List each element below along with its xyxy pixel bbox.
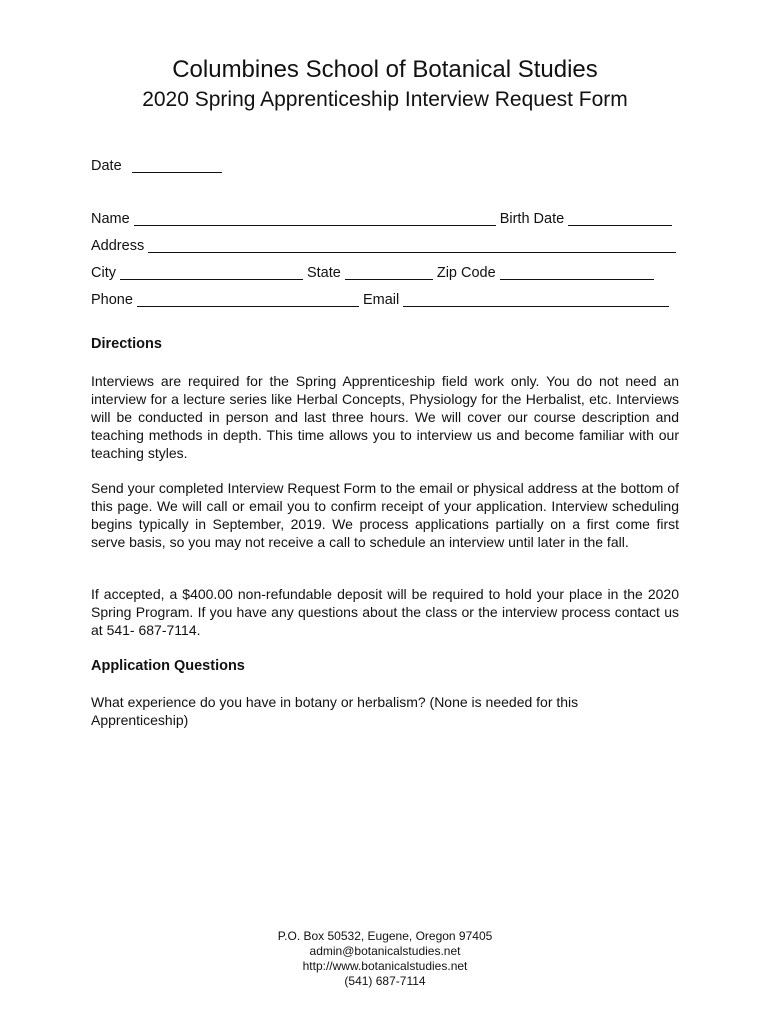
name-label: Name: [91, 211, 130, 227]
directions-paragraph-2: Send your completed Interview Request Form to the email or physical address at the bottom of this page. We will call or email you to confirm receipt of your application. Interview scheduling begins typically in September, 2019. We process applications partially on a first come first serve basis, so you may not receive a call to schedule an interview until later in the fall.: [91, 480, 679, 550]
directions-heading: Directions: [91, 336, 162, 352]
city-row: [91, 265, 658, 281]
footer-email[interactable]: admin@botanicalstudies.net: [309, 944, 461, 958]
footer-address: P.O. Box 50532, Eugene, Oregon 97405: [277, 929, 493, 943]
email-field[interactable]: [403, 292, 669, 307]
address-label: Address: [91, 238, 145, 254]
date-field[interactable]: [132, 158, 222, 173]
city-label: City: [91, 265, 116, 281]
form-title: 2020 Spring Apprenticeship Interview Request Form: [142, 88, 628, 111]
phone-field[interactable]: [137, 292, 359, 307]
email-label: Email: [362, 292, 400, 308]
phone-row: [91, 292, 673, 308]
school-title: Columbines School of Botanical Studies: [172, 56, 598, 83]
name-field[interactable]: [134, 211, 496, 226]
phone-label: Phone: [91, 292, 133, 308]
directions-paragraph-3: If accepted, a $400.00 non-refundable deposit will be required to hold your place in the 2020 Spring Program. If you have any questions about the class or the interview process contact us at 541- 687-7114.: [91, 586, 679, 638]
application-questions-heading: Application Questions: [91, 658, 245, 674]
footer-phone: (541) 687-7114: [344, 974, 426, 988]
address-row: [91, 238, 680, 254]
zip-field[interactable]: [500, 265, 654, 280]
city-field[interactable]: [120, 265, 303, 280]
question-1: What experience do you have in botany or herbalism? (None is needed for this Apprenticeship): [91, 694, 579, 728]
birth-date-label: Birth Date: [499, 211, 565, 227]
date-row: [91, 158, 226, 174]
zip-label: Zip Code: [436, 265, 496, 281]
birth-date-field[interactable]: [568, 211, 672, 226]
date-label: Date: [91, 158, 122, 174]
directions-paragraph-1: Interviews are required for the Spring Apprenticeship field work only. You do not need an interview for a lecture series like Herbal Concepts, Physiology for the Herbalist, etc. Interviews will be conducted in person and last three hours. We will cover our course description and teaching methods in depth. This time allows you to interview us and become familiar with our teaching styles.: [91, 373, 679, 461]
name-row: [91, 211, 676, 227]
address-field[interactable]: [148, 238, 676, 253]
state-label: State: [306, 265, 341, 281]
footer-contact: [0, 929, 770, 989]
state-field[interactable]: [345, 265, 433, 280]
footer-website[interactable]: http://www.botanicalstudies.net: [302, 959, 468, 973]
